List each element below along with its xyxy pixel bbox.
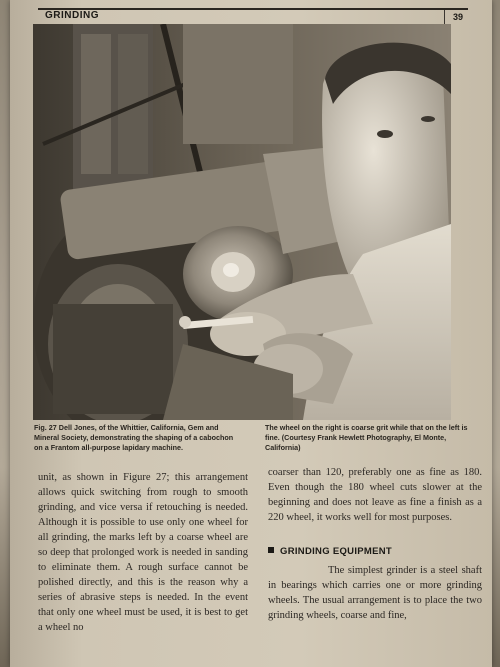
section-heading bbox=[268, 546, 392, 557]
section-bullet-icon bbox=[268, 547, 274, 553]
page-number: 39 bbox=[453, 12, 464, 22]
page-number-divider bbox=[444, 10, 445, 24]
figure-caption: Fig. 27 Dell Jones, of the Whittier, California, Gem and Mineral Society, demonstrating the shaping of a cabochon on a Frantom all-purpose lapidary machine. bbox=[34, 423, 234, 452]
body-text-left-column: unit, as shown in Figure 27; this arrangement allows quick switching from rough to smooth grinding, and vice versa if retouching is needed. Although it is possible to use only one wheel for all grinding, the marks left by a coarse wheel are so deep that prolonged work is needed in sanding to eliminate them. A rough surface cannot be polished directly, and this is the reason why a series of abrasive steps is needed. In the event that only one wheel must be used, it is best to get a wheel no bbox=[38, 472, 248, 633]
body-text-right-column: coarser than 120, preferably one as fine as 180. Even though the 180 wheel cuts slower at the beginning and does not leave as fine a finish as a 220 wheel, it works well for most purposes. bbox=[268, 467, 482, 523]
photo-illustration bbox=[33, 24, 451, 420]
header-rule bbox=[38, 8, 468, 10]
figure-caption-continued: The wheel on the right is coarse grit while that on the left is fine. (Courtesy Frank Hewlett Photography, El Monte, California) bbox=[265, 423, 468, 452]
figure-photograph bbox=[33, 24, 451, 420]
book-page bbox=[10, 0, 492, 667]
section-heading-text: GRINDING EQUIPMENT bbox=[280, 546, 393, 557]
body-text-right-column-section: The simplest grinder is a steel shaft in bearings which carries one or more grinding wheels. The usual arrangement is to place the two grinding wheels, coarse and fine, bbox=[268, 565, 482, 621]
running-head: GRINDING bbox=[45, 10, 99, 21]
